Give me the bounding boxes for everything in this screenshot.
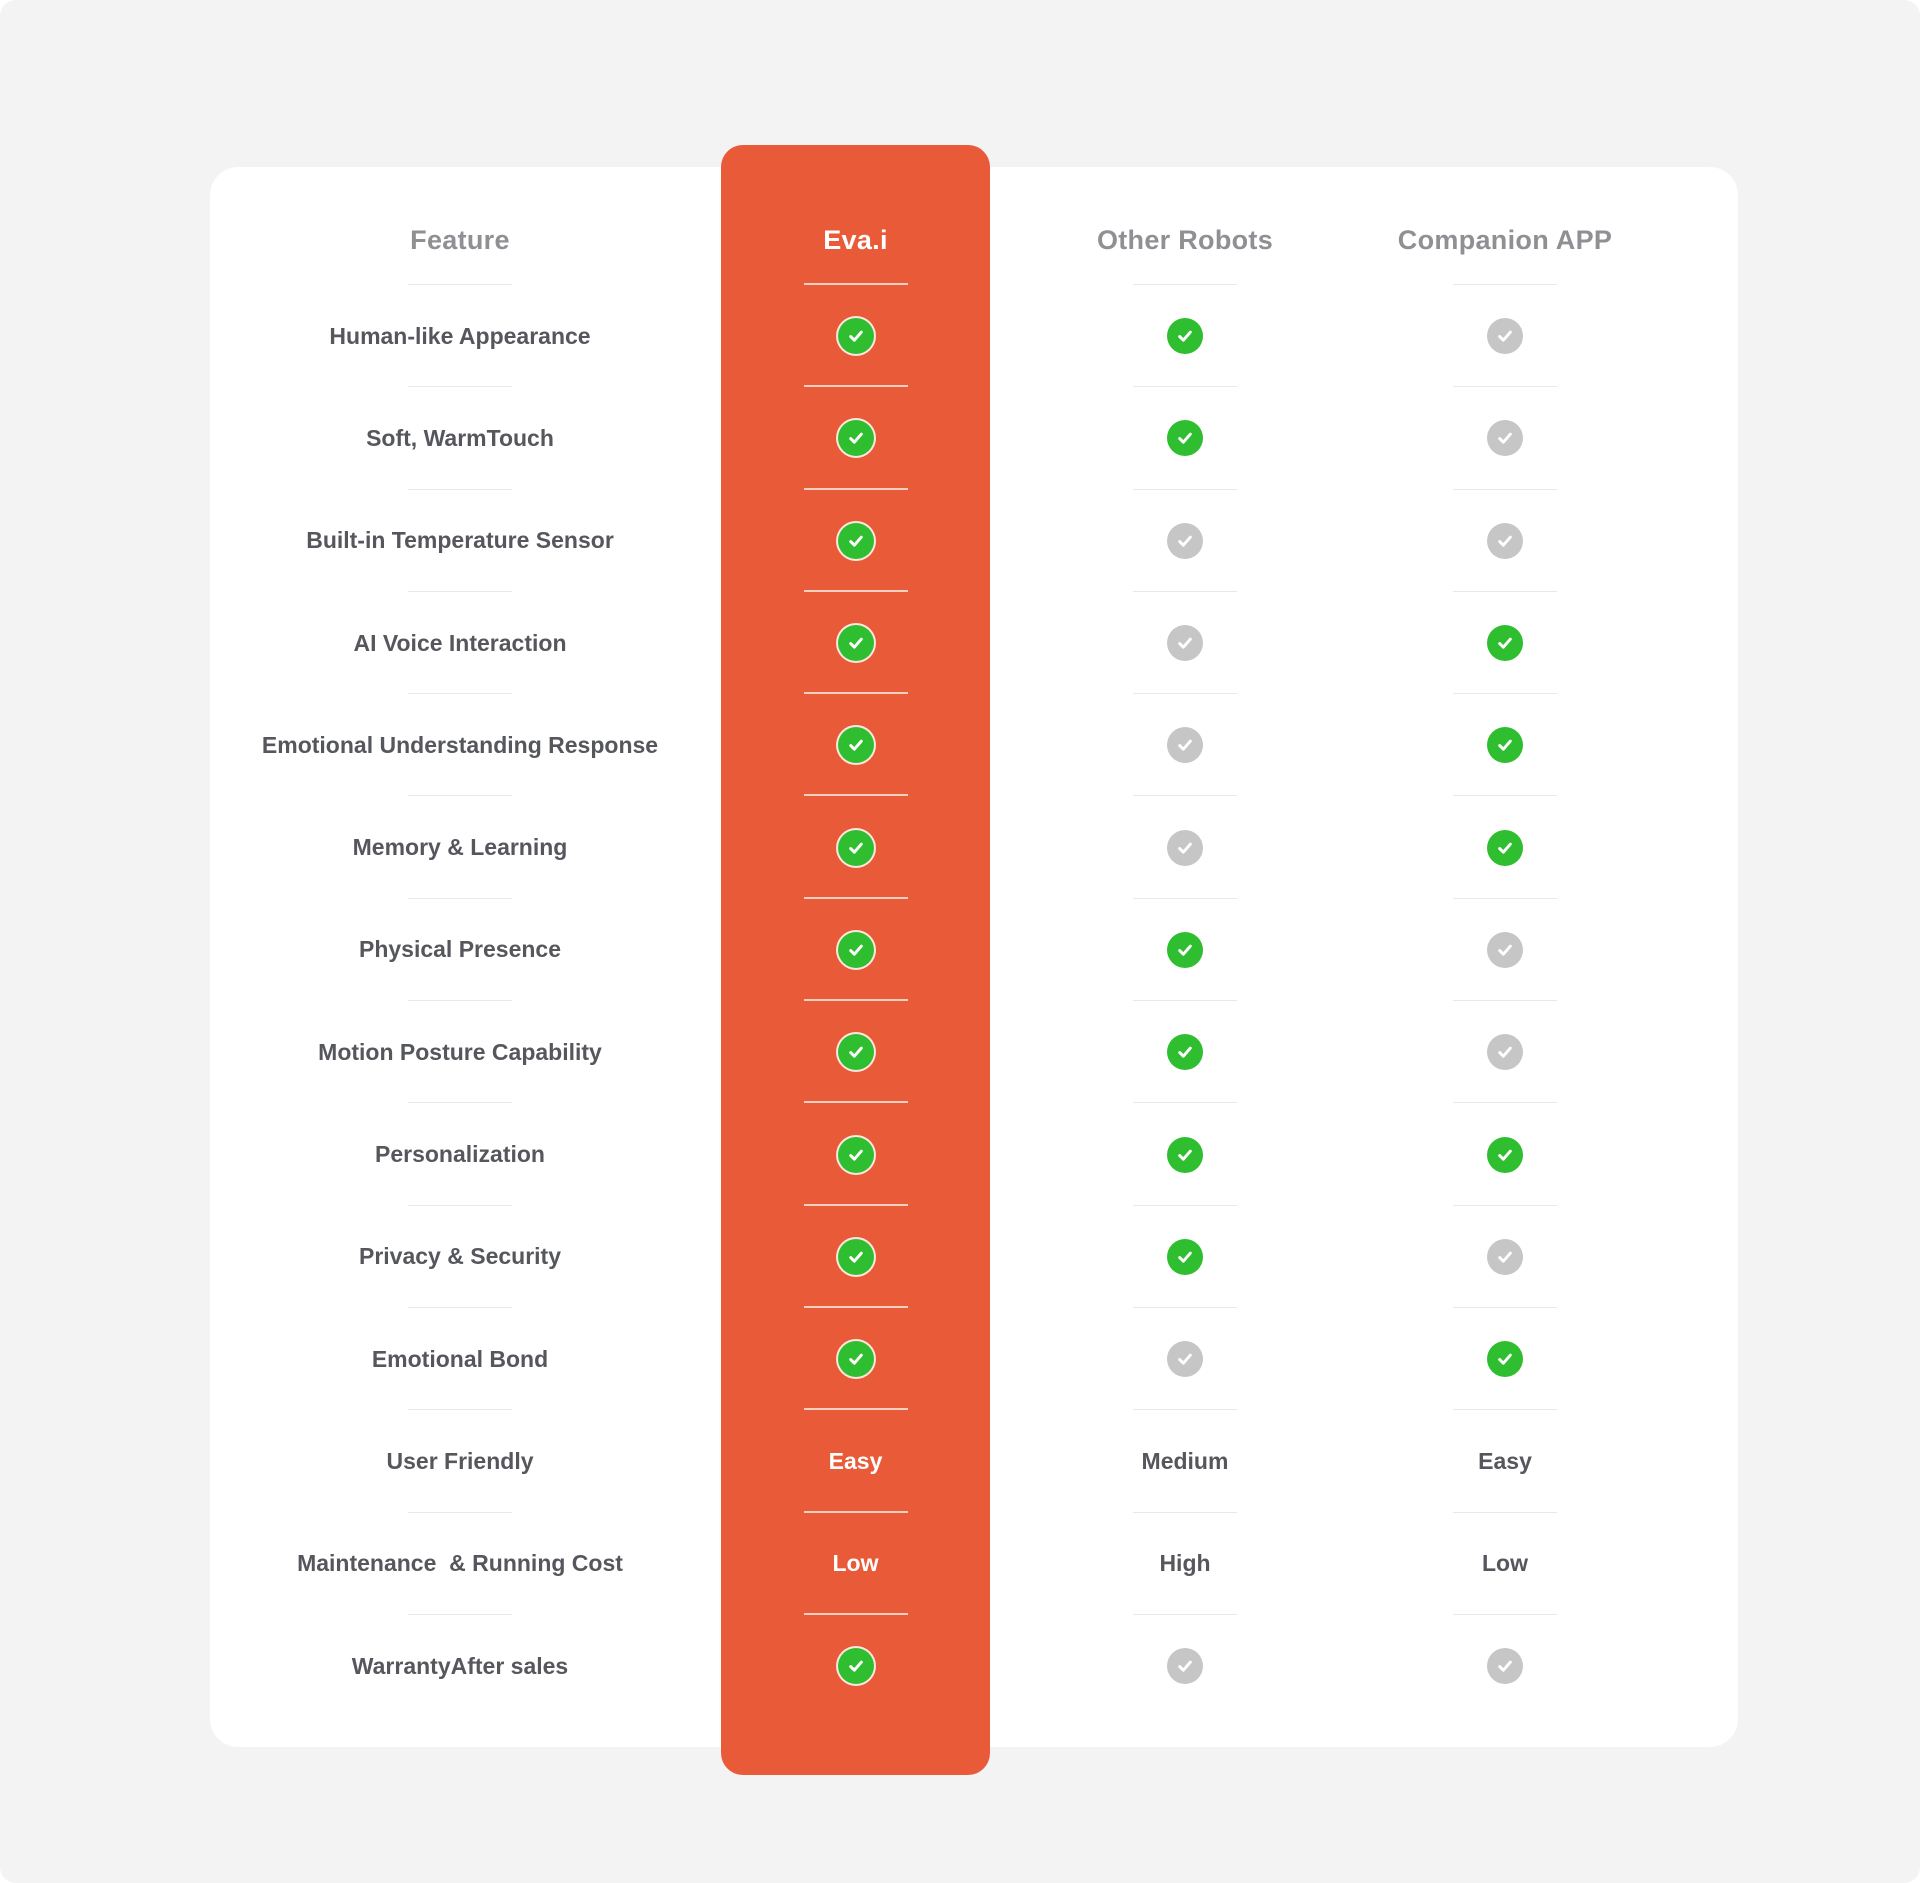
checkmark-icon-green [1167,318,1203,354]
table-row-status-cell [1310,694,1700,796]
table-row-feature-cell [200,1206,720,1308]
table-row-status-cell [1310,1103,1700,1205]
checkmark-icon-green [1167,1239,1203,1275]
column-header-label: Eva.i [823,224,888,255]
column-companion-app [1310,167,1700,1717]
column-header-label: Feature [410,224,510,255]
column-header-feature [200,167,720,285]
checkmark-icon-gray [1487,932,1523,968]
table-row-status-cell [721,1308,990,1410]
table-row-feature-cell [200,1103,720,1205]
table-row-value-cell [1310,1410,1700,1512]
table-row-status-cell [1310,1001,1700,1103]
cell-value: Low [832,1550,879,1577]
checkmark-icon-gray [1487,420,1523,456]
feature-label: Memory & Learning [352,834,568,861]
table-row-feature-cell [200,899,720,1001]
table-row-status-cell [721,1001,990,1103]
table-row-feature-cell [200,592,720,694]
checkmark-icon-gray [1487,1239,1523,1275]
table-row-feature-cell [200,1513,720,1615]
feature-label: Maintenance & Running Cost [297,1550,623,1577]
column-header-label: Companion APP [1397,224,1613,255]
checkmark-icon-green [838,727,874,763]
column-header-companion-app [1310,167,1700,285]
feature-label: Soft, WarmTouch [366,424,554,451]
checkmark-icon-green [838,625,874,661]
checkmark-icon-green [1487,1341,1523,1377]
table-row-value-cell [1310,1513,1700,1615]
feature-label: AI Voice Interaction [353,629,567,656]
cell-value: High [1159,1550,1211,1577]
table-row-status-cell [721,387,990,489]
checkmark-icon-green [838,932,874,968]
feature-label: Privacy & Security [358,1243,561,1270]
table-row-feature-cell [200,1001,720,1103]
checkmark-icon-gray [1487,523,1523,559]
table-row-status-cell [721,899,990,1001]
table-row-feature-cell [200,694,720,796]
checkmark-icon-green [838,420,874,456]
cell-value: Medium [1141,1447,1229,1474]
feature-label: Built-in Temperature Sensor [306,527,614,554]
table-row-status-cell [721,490,990,592]
table-row-status-cell [721,1206,990,1308]
table-row-status-cell [721,592,990,694]
table-row-status-cell [1310,285,1700,387]
table-row-feature-cell [200,490,720,592]
checkmark-icon-green [838,1341,874,1377]
checkmark-icon-green [1167,420,1203,456]
checkmark-icon-green [838,1648,874,1684]
checkmark-icon-green [1487,625,1523,661]
checkmark-icon-green [838,1137,874,1173]
table-row-value-cell [721,1513,990,1615]
cell-value: Low [1482,1550,1528,1577]
feature-label: Human-like Appearance [329,322,591,349]
table-row-status-cell [1310,592,1700,694]
checkmark-icon-gray [1487,318,1523,354]
checkmark-icon-green [838,523,874,559]
table-row-value-cell [721,1410,990,1512]
table-row-status-cell [1310,1206,1700,1308]
checkmark-icon-green [1487,1137,1523,1173]
table-row-status-cell [721,1615,990,1717]
cell-value: Easy [1478,1447,1532,1474]
table-row-status-cell [721,694,990,796]
feature-label: User Friendly [386,1447,534,1474]
feature-label: Emotional Understanding Response [261,731,659,758]
table-row-status-cell [1310,1615,1700,1717]
table-row-status-cell [721,796,990,898]
table-row-status-cell [1310,796,1700,898]
cell-value: Easy [828,1447,883,1474]
table-row-feature-cell [200,1308,720,1410]
column-feature [200,167,720,1717]
checkmark-icon-green [1167,1034,1203,1070]
table-row-feature-cell [200,1615,720,1717]
checkmark-icon-gray [1167,625,1203,661]
checkmark-icon-gray [1167,727,1203,763]
feature-label: Emotional Bond [371,1345,549,1372]
checkmark-icon-green [838,830,874,866]
feature-label: Physical Presence [358,936,562,963]
feature-label: Motion Posture Capability [318,1038,602,1065]
table-row-status-cell [1310,387,1700,489]
column-header-label: Other Robots [1096,224,1274,255]
table-row-feature-cell [200,796,720,898]
table-row-feature-cell [200,387,720,489]
feature-label: WarrantyAfter sales [351,1652,569,1679]
column-evai [721,145,990,1717]
checkmark-icon-green [1487,830,1523,866]
checkmark-icon-green [838,318,874,354]
checkmark-icon-green [838,1239,874,1275]
checkmark-icon-gray [1167,1648,1203,1684]
table-row-status-cell [721,1103,990,1205]
table-row-status-cell [1310,899,1700,1001]
checkmark-icon-gray [1167,1341,1203,1377]
table-row-status-cell [1310,490,1700,592]
checkmark-icon-gray [1167,523,1203,559]
checkmark-icon-green [1487,727,1523,763]
checkmark-icon-green [1167,1137,1203,1173]
checkmark-icon-gray [1487,1648,1523,1684]
feature-label: Personalization [375,1141,545,1168]
table-row-feature-cell [200,1410,720,1512]
checkmark-icon-green [1167,932,1203,968]
checkmark-icon-green [838,1034,874,1070]
table-row-status-cell [1310,1308,1700,1410]
table-row-status-cell [721,285,990,387]
checkmark-icon-gray [1487,1034,1523,1070]
column-header-evai [721,145,990,285]
checkmark-icon-gray [1167,830,1203,866]
table-row-feature-cell [200,285,720,387]
